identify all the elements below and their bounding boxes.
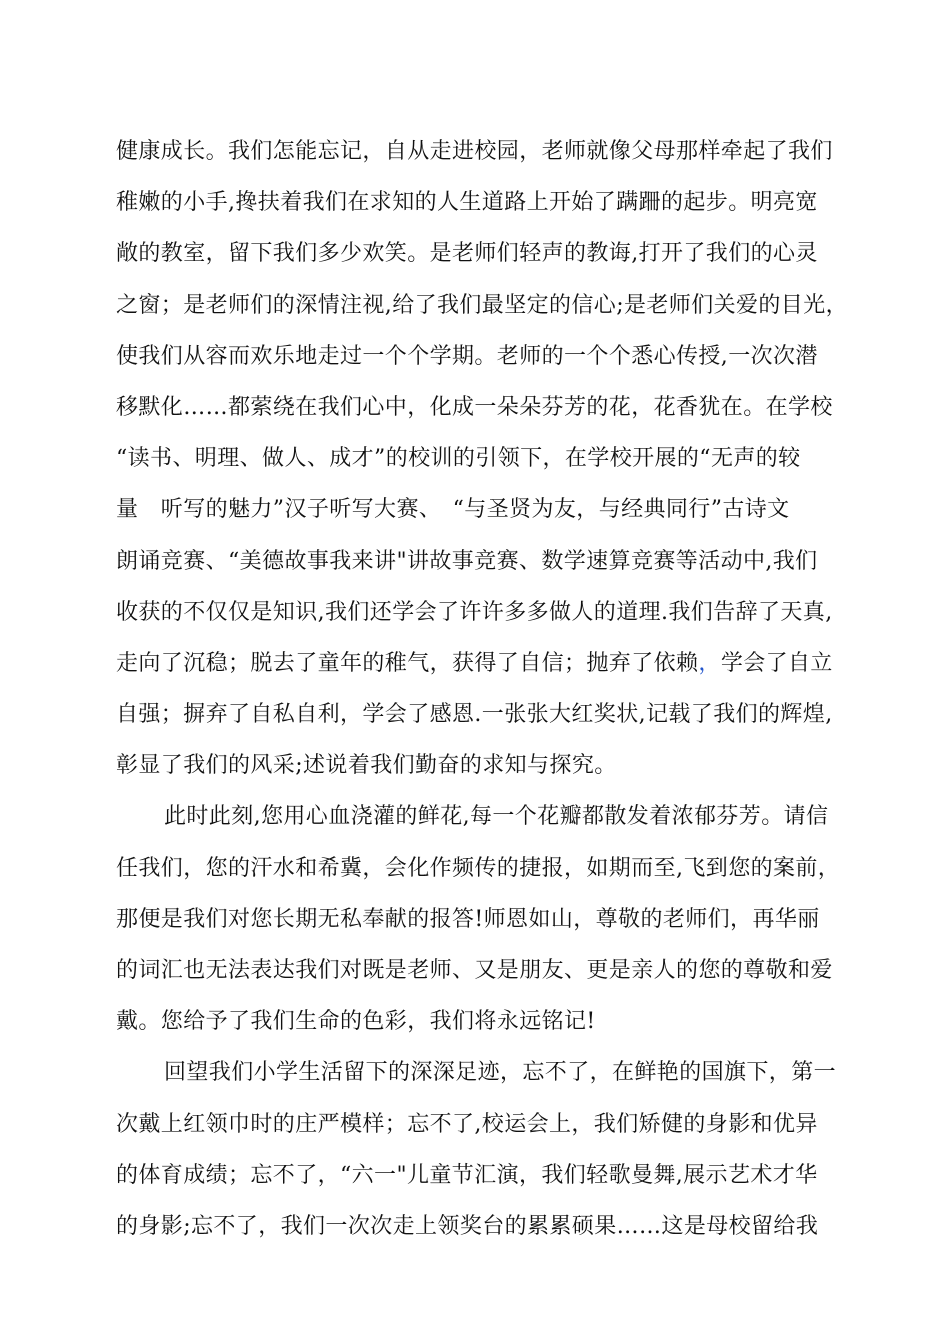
text-segment: 学会了自立 xyxy=(720,650,833,676)
body-text xyxy=(116,131,849,1257)
text-line: 那便是我们对您长期无私奉献的报答!师恩如山，尊敬的老师们，再华丽 xyxy=(116,906,820,932)
text-line: 彰显了我们的风采;述说着我们勤奋的求知与探究。 xyxy=(116,753,617,779)
paragraph-first-line: 此时此刻,您用心血浇灌的鲜花,每一个花瓣都散发着浓郁芬芳。请信 xyxy=(164,804,829,830)
text-line: 戴。您给予了我们生命的色彩，我们将永远铭记! xyxy=(116,1009,596,1035)
blue-comma: ， xyxy=(698,650,721,676)
text-line: 朗诵竞赛、“美德故事我来讲"讲故事竞赛、数学速算竞赛等活动中,我们 xyxy=(116,548,818,574)
text-line: 收获的不仅仅是知识,我们还学会了许许多多做人的道理.我们告辞了天真, xyxy=(116,599,833,625)
text-line: 移默化……都萦绕在我们心中，化成一朵朵芬芳的花，花香犹在。在学校 xyxy=(116,394,833,420)
text-line: 量 听写的魅力”汉子听写大赛、 “与圣贤为友，与经典同行”古诗文 xyxy=(116,497,790,523)
paragraph-first-line: 回望我们小学生活留下的深深足迹，忘不了，在鲜艳的国旗下，第一 xyxy=(164,1060,837,1086)
text-line: 之窗；是老师们的深情注视,给了我们最坚定的信心;是老师们关爱的目光， xyxy=(116,292,849,318)
text-line: 的身影;忘不了，我们一次次走上领奖台的累累硕果……这是母校留给我 xyxy=(116,1213,819,1239)
text-line: 次戴上红领巾时的庄严模样；忘不了,校运会上，我们矫健的身影和优异 xyxy=(116,1111,818,1137)
text-line: 使我们从容而欢乐地走过一个个学期。老师的一个个悉心传授,一次次潜 xyxy=(116,343,818,369)
text-line: “读书、明理、做人、成才”的校训的引领下，在学校开展的“无声的较 xyxy=(116,446,801,472)
text-line: 的词汇也无法表达我们对既是老师、又是朋友、更是亲人的您的尊敬和爱 xyxy=(116,958,833,983)
text-line: 自强；摒弃了自私自利，学会了感恩.一张张大红奖状,记载了我们的辉煌, xyxy=(116,702,833,728)
text-segment: 走向了沉稳；脱去了童年的稚气，获得了自信；抛弃了依赖 xyxy=(116,650,699,676)
text-line: 的体育成绩；忘不了，“六一"儿童节汇演，我们轻歌曼舞,展示艺术才华 xyxy=(116,1162,818,1188)
text-line: 稚嫩的小手,搀扶着我们在求知的人生道路上开始了蹒跚的起步。明亮宽 xyxy=(116,190,818,216)
text-line: 敞的教室，留下我们多少欢笑。是老师们轻声的教诲,打开了我们的心灵 xyxy=(116,241,818,267)
text-line xyxy=(116,643,846,694)
text-line: 健康成长。我们怎能忘记，自从走进校园，老师就像父母那样牵起了我们 xyxy=(116,139,833,164)
text-line: 任我们，您的汗水和希冀，会化作频传的捷报，如期而至,飞到您的案前， xyxy=(116,855,841,881)
